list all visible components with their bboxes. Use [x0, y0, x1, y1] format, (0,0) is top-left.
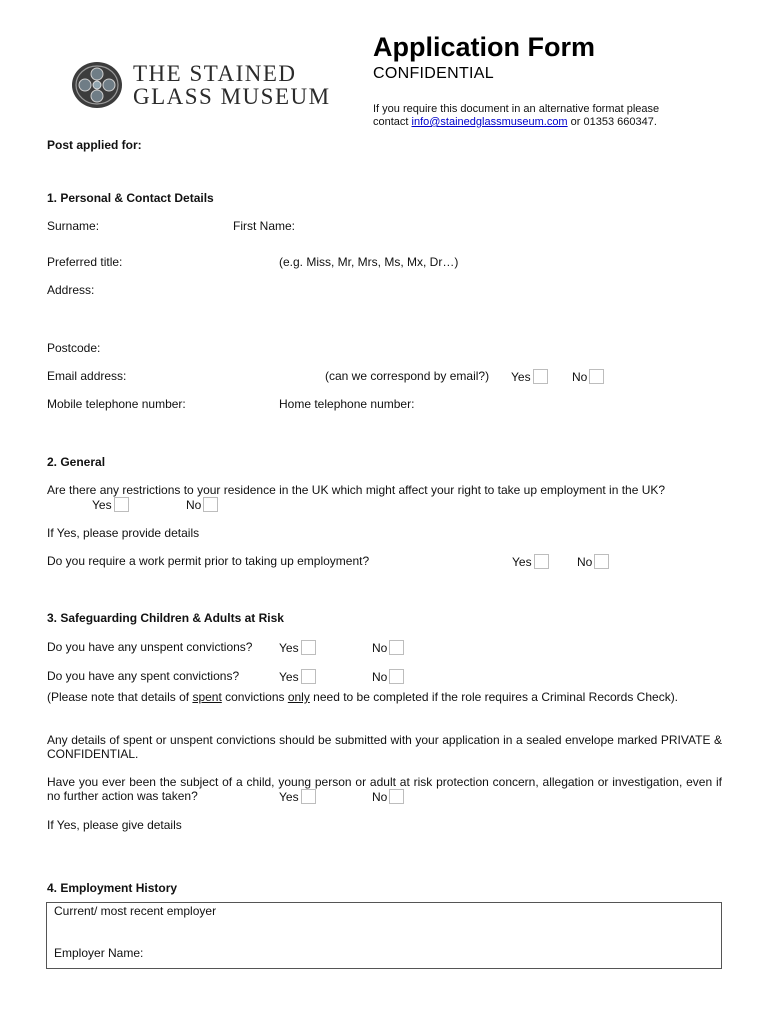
postcode-label: Postcode:: [47, 341, 101, 355]
post-applied-label: Post applied for:: [47, 138, 142, 152]
yes-label: Yes: [512, 555, 532, 569]
address-label: Address:: [47, 283, 95, 297]
permit-yes-checkbox[interactable]: [534, 554, 549, 569]
unspent-no: [372, 640, 404, 655]
spent-yes-checkbox[interactable]: [301, 669, 316, 684]
no-label: No: [577, 555, 593, 569]
unspent-no-checkbox[interactable]: [389, 640, 404, 655]
yes-label: Yes: [279, 670, 299, 684]
museum-logo-icon: [71, 61, 123, 109]
residence-no-checkbox[interactable]: [203, 497, 218, 512]
no-label: No: [186, 498, 202, 512]
correspond-question: (can we correspond by email?): [325, 369, 490, 383]
email-label: Email address:: [47, 369, 127, 383]
spent-note: [47, 690, 722, 704]
unspent-question: Do you have any unspent convictions?: [47, 640, 253, 654]
spent-question: Do you have any spent convictions?: [47, 669, 240, 683]
alt-format-note: If you require this document in an alternative format please: [373, 103, 660, 115]
note-spent-underlined: spent: [192, 690, 222, 704]
email-link[interactable]: info@stainedglassmuseum.com: [411, 116, 568, 128]
yes-label: Yes: [511, 370, 531, 384]
protection-concern-question: Have you ever been the subject of a child, young person or adult at risk protection concern, allegation or investigation, even if no further action was taken?: [47, 775, 722, 803]
section2-heading: 2. General: [47, 455, 106, 469]
concern-no-checkbox[interactable]: [389, 789, 404, 804]
surname-label: Surname:: [47, 219, 100, 233]
unspent-yes-checkbox[interactable]: [301, 640, 316, 655]
note-text: need to be completed if the role requires a Criminal Records Check).: [309, 690, 679, 704]
confidential-label: CONFIDENTIAL: [373, 65, 494, 82]
yes-label: Yes: [92, 498, 112, 512]
first-name-label: First Name:: [233, 219, 296, 233]
note-only-underlined: only: [287, 690, 310, 704]
alt-format-contact: [373, 116, 657, 128]
permit-question: Do you require a work permit prior to taking up employment?: [47, 554, 370, 568]
home-phone-label: Home telephone number:: [279, 397, 415, 411]
phone-suffix: or 01353 660347.: [567, 116, 657, 128]
concern-yes-checkbox[interactable]: [301, 789, 316, 804]
correspond-yes-checkbox[interactable]: [533, 369, 548, 384]
residence-question: Are there any restrictions to your residence in the UK which might affect your right to take up employment in the UK?: [47, 483, 666, 497]
no-label: No: [572, 370, 588, 384]
spent-no: [372, 669, 404, 684]
employer-name-label: Employer Name:: [54, 946, 144, 960]
residence-no: [186, 497, 218, 512]
residence-yes: [92, 497, 129, 512]
no-label: No: [372, 670, 388, 684]
permit-no-checkbox[interactable]: [594, 554, 609, 569]
note-text: convictions: [221, 690, 288, 704]
preferred-title-label: Preferred title:: [47, 255, 123, 269]
concern-details-label: If Yes, please give details: [47, 818, 182, 832]
concern-no: [372, 789, 404, 804]
concern-yes: [279, 789, 316, 804]
contact-prefix: contact: [373, 116, 412, 128]
yes-label: Yes: [279, 790, 299, 804]
sealed-envelope-note: Any details of spent or unspent convictions should be submitted with your application in a sealed envelope marked PRIVATE & CONFIDENTIAL.: [47, 733, 722, 761]
logo-text-line1: THE STAINED: [133, 61, 297, 86]
employment-history-box[interactable]: [46, 902, 722, 969]
permit-no: [577, 554, 609, 569]
correspond-no: [572, 369, 604, 384]
spent-no-checkbox[interactable]: [389, 669, 404, 684]
permit-yes: [512, 554, 549, 569]
note-text: (Please note that details of: [47, 690, 193, 704]
section3-heading: 3. Safeguarding Children & Adults at Risk: [47, 611, 284, 625]
correspond-yes: [511, 369, 548, 384]
section4-heading: 4. Employment History: [47, 881, 178, 895]
logo-text-line2: GLASS MUSEUM: [133, 84, 331, 109]
yes-label: Yes: [279, 641, 299, 655]
spent-yes: [279, 669, 316, 684]
mobile-label: Mobile telephone number:: [47, 397, 186, 411]
unspent-yes: [279, 640, 316, 655]
current-employer-label: Current/ most recent employer: [54, 904, 217, 918]
section1-heading: 1. Personal & Contact Details: [47, 191, 214, 205]
title-examples: (e.g. Miss, Mr, Mrs, Ms, Mx, Dr…): [279, 255, 459, 269]
correspond-no-checkbox[interactable]: [589, 369, 604, 384]
page-title: Application Form: [373, 32, 595, 62]
residence-yes-checkbox[interactable]: [114, 497, 129, 512]
residence-details-label: If Yes, please provide details: [47, 526, 200, 540]
no-label: No: [372, 641, 388, 655]
no-label: No: [372, 790, 388, 804]
